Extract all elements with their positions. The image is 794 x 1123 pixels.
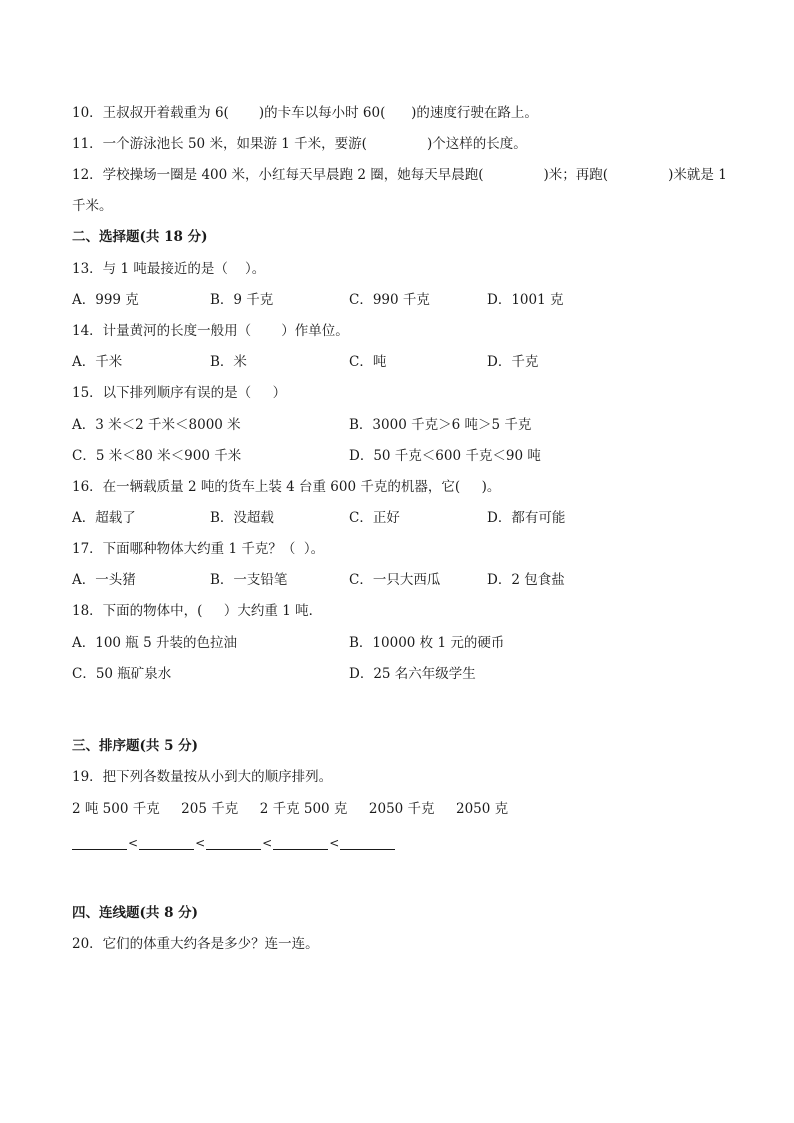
question-19-answer-blanks [72, 832, 395, 850]
question-19-stem: 19．把下列各数量按从小到大的顺序排列。 [72, 769, 333, 785]
less-than-sign: < [195, 836, 206, 850]
less-than-sign: < [329, 836, 340, 850]
answer-blank-4[interactable] [273, 835, 328, 850]
question-15-option-a: A．3 米＜2 千米＜8000 米 [72, 417, 241, 433]
less-than-sign: < [128, 836, 139, 850]
question-18-option-a: A．100 瓶 5 升装的色拉油 [72, 635, 237, 651]
answer-blank-3[interactable] [206, 835, 261, 850]
question-13-option-b: B．9 千克 [210, 292, 274, 308]
question-17-stem: 17．下面哪种物体大约重 1 千克？（ ）。 [72, 541, 325, 557]
question-12-line-1: 12．学校操场一圈是 400 米，小红每天早晨跑 2 圈，她每天早晨跑( )米；再跑( )米就是 1 [72, 167, 727, 183]
section-heading-choice: 二、选择题(共 18 分) [72, 229, 208, 245]
question-10: 10．王叔叔开着载重为 6( )的卡车以每小时 60( )的速度行驶在路上。 [72, 105, 538, 121]
question-16-option-c: C．正好 [349, 510, 400, 526]
answer-blank-1[interactable] [72, 835, 127, 850]
question-13-option-c: C．990 千克 [349, 292, 430, 308]
question-18-stem: 18．下面的物体中，( ）大约重 1 吨． [72, 603, 323, 619]
answer-blank-2[interactable] [139, 835, 194, 850]
question-16-option-d: D．都有可能 [487, 510, 566, 526]
question-13-option-a: A．999 克 [72, 292, 139, 308]
question-15-option-b: B．3000 千克＞6 吨＞5 千克 [349, 417, 532, 433]
question-14-option-a: A．千米 [72, 354, 123, 370]
answer-blank-5[interactable] [340, 835, 395, 850]
question-17-option-c: C．一只大西瓜 [349, 572, 441, 588]
question-11: 11．一个游泳池长 50 米，如果游 1 千米，要游( )个这样的长度。 [72, 136, 527, 152]
question-15-option-d: D．50 千克＜600 千克＜90 吨 [349, 448, 541, 464]
question-19-items: 2 吨 500 千克 205 千克 2 千克 500 克 2050 千克 2050 克 [72, 801, 509, 817]
question-17-option-a: A．一头猪 [72, 572, 136, 588]
question-16-option-b: B．没超载 [210, 510, 274, 526]
question-16-option-a: A．超载了 [72, 510, 136, 526]
question-17-option-b: B．一支铅笔 [210, 572, 288, 588]
question-14-stem: 14．计量黄河的长度一般用（ ）作单位。 [72, 323, 349, 339]
less-than-sign: < [262, 836, 273, 850]
question-13-stem: 13．与 1 吨最接近的是（ ）。 [72, 261, 266, 277]
section-heading-sort: 三、排序题(共 5 分) [72, 738, 199, 754]
question-14-option-c: C．吨 [349, 354, 387, 370]
question-15-stem: 15．以下排列顺序有误的是（ ） [72, 385, 287, 401]
question-12-line-2: 千米。 [72, 198, 113, 214]
question-13-option-d: D．1001 克 [487, 292, 564, 308]
question-20-stem: 20．它们的体重大约各是多少？连一连。 [72, 936, 319, 952]
question-14-option-b: B．米 [210, 354, 247, 370]
question-18-option-b: B．10000 枚 1 元的硬币 [349, 635, 505, 651]
question-18-option-d: D．25 名六年级学生 [349, 666, 476, 682]
question-17-option-d: D．2 包食盐 [487, 572, 565, 588]
question-15-option-c: C．5 米＜80 米＜900 千米 [72, 448, 242, 464]
question-14-option-d: D．千克 [487, 354, 539, 370]
section-heading-match: 四、连线题(共 8 分) [72, 905, 199, 921]
question-18-option-c: C．50 瓶矿泉水 [72, 666, 172, 682]
question-16-stem: 16．在一辆载质量 2 吨的货车上装 4 台重 600 千克的机器，它( )。 [72, 479, 501, 495]
